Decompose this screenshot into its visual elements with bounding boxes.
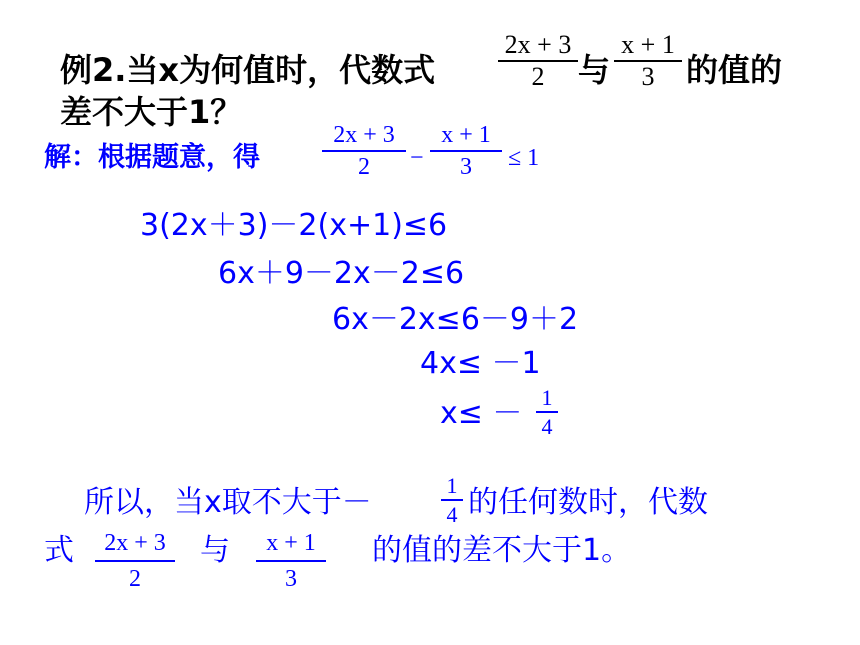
solution-rhs: ≤ 1	[508, 145, 540, 171]
conclusion-fraction-numerator: 1	[446, 473, 458, 498]
solution-final-denominator: 4	[541, 413, 553, 439]
question-fraction-1-numerator: 2x + 3	[504, 30, 572, 59]
conclusion-line-2-prefix: 式	[44, 533, 74, 568]
question-line-2: 差不大于1？	[60, 93, 243, 131]
conclusion-fraction-2-numerator: x + 1	[266, 530, 316, 556]
conclusion-fraction-1-numerator: 2x + 3	[104, 530, 166, 556]
conclusion-fraction-2-denominator: 3	[285, 565, 297, 592]
solution-step-3: 6x－2x≤6－9＋2	[332, 302, 579, 337]
solution-final-numerator: 1	[541, 385, 553, 410]
conclusion-fraction-2	[256, 526, 326, 596]
question-suffix: 的值的	[686, 51, 783, 89]
conclusion-middle: 与	[200, 533, 230, 568]
solution-fraction-1-denominator: 2	[358, 153, 370, 180]
solution-fraction-1	[322, 120, 406, 182]
conclusion-fraction-denominator: 4	[446, 501, 458, 527]
solution-intro: 解：根据题意，得	[44, 142, 260, 173]
question-middle: 与	[578, 51, 611, 89]
solution-step-4: 4x≤ －1	[420, 346, 541, 381]
solution-final-fraction	[536, 384, 558, 440]
question-fraction-2	[614, 30, 682, 92]
solution-fraction-1-numerator: 2x + 3	[333, 122, 395, 148]
conclusion-fraction-1	[95, 526, 175, 596]
solution-final-lhs: x≤ －	[440, 396, 523, 431]
solution-fraction-2-numerator: x + 1	[441, 122, 491, 148]
solution-minus-operator: −	[410, 145, 424, 171]
question-fraction-2-denominator: 3	[641, 61, 655, 91]
conclusion-line-1-prefix: 所以，当x取不大于－	[84, 485, 372, 520]
conclusion-fraction	[441, 472, 463, 528]
question-fraction-1	[498, 30, 578, 92]
question-fraction-2-numerator: x + 1	[621, 30, 675, 59]
solution-step-1: 3(2x＋3)－2(x+1)≤6	[140, 208, 448, 243]
conclusion-fraction-1-denominator: 2	[129, 565, 141, 592]
solution-fraction-2	[430, 120, 502, 182]
question-fraction-1-denominator: 2	[531, 61, 545, 91]
question-prefix: 例2.当x为何值时，代数式	[60, 51, 436, 89]
solution-step-2: 6x＋9－2x－2≤6	[218, 256, 465, 291]
conclusion-line-1-suffix: 的任何数时，代数	[468, 485, 708, 520]
solution-fraction-2-denominator: 3	[460, 153, 472, 180]
conclusion-suffix: 的值的差不大于1。	[372, 533, 632, 568]
